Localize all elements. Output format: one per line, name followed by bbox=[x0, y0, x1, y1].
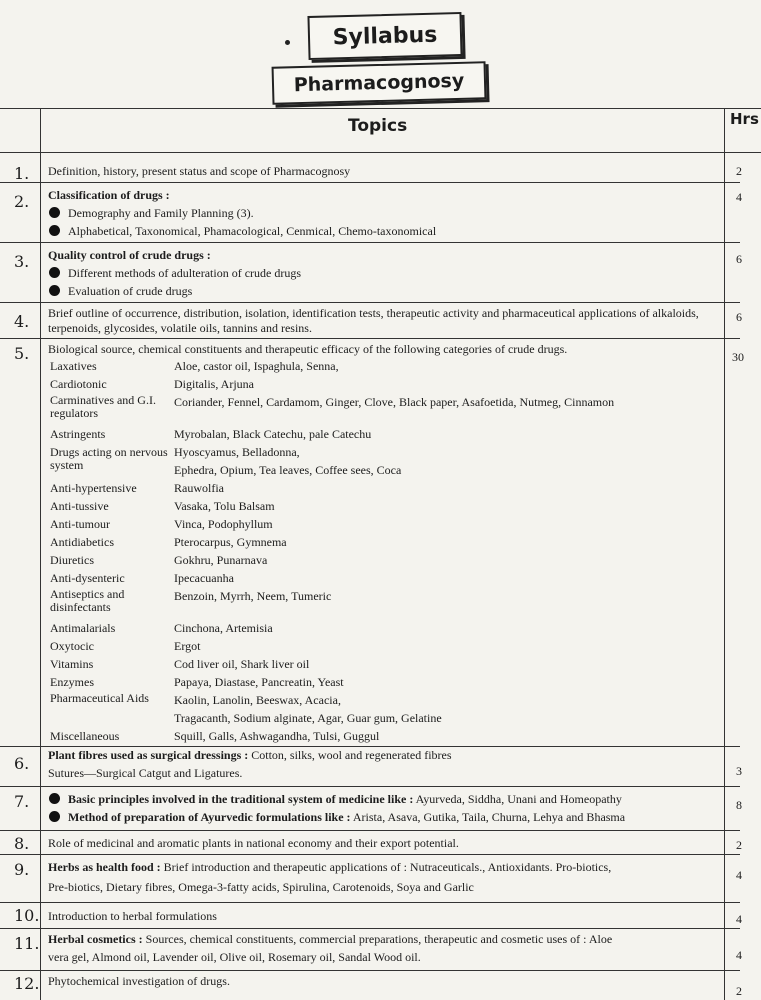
row-number: 7. bbox=[14, 792, 30, 811]
category-drugs: Rauwolfia bbox=[174, 481, 224, 495]
category-name: Oxytocic bbox=[50, 639, 94, 653]
row-hours: 4 bbox=[736, 948, 742, 962]
category-name: Cardiotonic bbox=[50, 377, 107, 391]
category-name: Laxatives bbox=[50, 359, 97, 373]
category-name: Antiseptics and disinfectants bbox=[50, 587, 125, 614]
category-drugs: Vasaka, Tolu Balsam bbox=[174, 499, 275, 513]
row-topic-line2: Pre-biotics, Dietary fibres, Omega-3-fatty acids, Spirulina, Carotenoids, Soya and Garlic bbox=[48, 880, 474, 894]
row-divider bbox=[0, 108, 761, 109]
row-hours: 4 bbox=[736, 868, 742, 882]
row-topic: Phytochemical investigation of drugs. bbox=[48, 974, 230, 988]
category-drugs: Benzoin, Myrrh, Neem, Tumeric bbox=[174, 589, 332, 603]
syllabus-title: Syllabus bbox=[307, 12, 462, 60]
row-divider bbox=[0, 928, 740, 929]
category-drugs: Myrobalan, Black Catechu, pale Catechu bbox=[174, 427, 372, 441]
row-number: 5. bbox=[14, 344, 30, 363]
category-name: Antidiabetics bbox=[50, 535, 114, 549]
bullet-icon bbox=[49, 285, 60, 296]
row-number: 11. bbox=[14, 934, 40, 953]
row-divider bbox=[0, 242, 740, 243]
bullet-icon bbox=[49, 267, 60, 278]
row-hours: 8 bbox=[736, 798, 742, 812]
row-hours: 6 bbox=[736, 252, 742, 266]
row-number: 1. bbox=[14, 164, 30, 183]
bullet-item: Method of preparation of Ayurvedic formulations like : Arista, Asava, Gutika, Taila, Churna, Lehya and Bhasma bbox=[48, 810, 728, 825]
row-hours: 4 bbox=[736, 912, 742, 926]
category-drugs: Ephedra, Opium, Tea leaves, Coffee sees, Coca bbox=[174, 463, 402, 477]
category-drugs: Kaolin, Lanolin, Beeswax, Acacia, bbox=[174, 693, 341, 707]
category-name: Vitamins bbox=[50, 657, 94, 671]
row-hours: 6 bbox=[736, 310, 742, 324]
row-number: 12. bbox=[14, 974, 40, 993]
row-divider bbox=[0, 302, 740, 303]
row-number: 3. bbox=[14, 252, 30, 271]
category-drugs: Digitalis, Arjuna bbox=[174, 377, 254, 391]
category-name: Anti-tumour bbox=[50, 517, 110, 531]
row-divider bbox=[0, 746, 740, 747]
bullet-item: Evaluation of crude drugs bbox=[48, 284, 728, 299]
category-drugs: Ipecacuanha bbox=[174, 571, 234, 585]
topics-header: Topics bbox=[348, 116, 408, 136]
row-topic: Introduction to herbal formulations bbox=[48, 909, 217, 923]
row-number: 10. bbox=[14, 906, 40, 925]
row-number: 4. bbox=[14, 312, 30, 331]
ink-dot bbox=[285, 40, 290, 45]
bullet-icon bbox=[49, 207, 60, 218]
category-name: Anti-dysenteric bbox=[50, 571, 125, 585]
category-drugs: Tragacanth, Sodium alginate, Agar, Guar gum, Gelatine bbox=[174, 711, 442, 725]
row-number: 9. bbox=[14, 860, 30, 879]
row-topic: Herbal cosmetics : Sources, chemical constituents, commercial preparations, therapeutic and cosmetic uses of : Aloe bbox=[48, 932, 613, 946]
row-divider bbox=[0, 182, 740, 183]
category-name: Miscellaneous bbox=[50, 729, 120, 743]
row-hours: 30 bbox=[732, 350, 744, 364]
row-divider bbox=[0, 786, 740, 787]
category-name: Pharmaceutical Aids bbox=[50, 691, 149, 705]
bullet-item: Demography and Family Planning (3). bbox=[48, 206, 728, 221]
row-hours: 2 bbox=[736, 164, 742, 178]
category-drugs: Squill, Galls, Ashwagandha, Tulsi, Guggul bbox=[174, 729, 380, 743]
syllabus-table bbox=[0, 108, 761, 1000]
bullet-icon bbox=[49, 811, 60, 822]
row-topic: Biological source, chemical constituents and therapeutic efficacy of the following categories of crude drugs. bbox=[48, 342, 568, 356]
category-name: Anti-tussive bbox=[50, 499, 109, 513]
category-drugs: Cinchona, Artemisia bbox=[174, 621, 273, 635]
row-divider bbox=[0, 830, 740, 831]
subject-title: Pharmacognosy bbox=[272, 61, 487, 105]
category-name: Diuretics bbox=[50, 553, 94, 567]
category-drugs: Aloe, castor oil, Ispaghula, Senna, bbox=[174, 359, 339, 373]
category-name: Carminatives and G.I. regulators bbox=[50, 393, 156, 420]
row-topic: Brief outline of occurrence, distribution, isolation, identification tests, therapeutic activity and pharmaceutical applications of alkaloids, terpenoids, glycosides, volatile oils, tannins and resins. bbox=[48, 306, 699, 335]
row-number: 6. bbox=[14, 754, 30, 773]
row-topic-line2: Sutures—Surgical Catgut and Ligatures. bbox=[48, 766, 243, 780]
category-name: Enzymes bbox=[50, 675, 94, 689]
row-hours: 3 bbox=[736, 764, 742, 778]
bullet-icon bbox=[49, 225, 60, 236]
category-name: Anti-hypertensive bbox=[50, 481, 137, 495]
category-name: Antimalarials bbox=[50, 621, 116, 635]
row-heading: Quality control of crude drugs : bbox=[48, 248, 211, 262]
bullet-item: Alphabetical, Taxonomical, Phamacological, Cenmical, Chemo-taxonomical bbox=[48, 224, 728, 239]
row-divider bbox=[0, 970, 740, 971]
row-topic: Role of medicinal and aromatic plants in national economy and their export potential. bbox=[48, 836, 459, 850]
category-drugs: Cod liver oil, Shark liver oil bbox=[174, 657, 310, 671]
hrs-header: Hrs bbox=[730, 110, 759, 128]
row-divider bbox=[0, 152, 761, 153]
category-drugs: Coriander, Fennel, Cardamom, Ginger, Clove, Black paper, Asafoetida, Nutmeg, Cinnamon bbox=[174, 395, 615, 409]
bullet-item: Different methods of adulteration of crude drugs bbox=[48, 266, 728, 281]
row-hours: 4 bbox=[736, 190, 742, 204]
category-drugs: Hyoscyamus, Belladonna, bbox=[174, 445, 300, 459]
row-topic: Plant fibres used as surgical dressings : Cotton, silks, wool and regenerated fibres bbox=[48, 748, 452, 762]
category-name: Astringents bbox=[50, 427, 106, 441]
row-heading: Classification of drugs : bbox=[48, 188, 170, 202]
row-divider bbox=[0, 338, 740, 339]
category-name: Drugs acting on nervous system bbox=[50, 445, 168, 472]
row-hours: 2 bbox=[736, 838, 742, 852]
row-hours: 2 bbox=[736, 984, 742, 998]
category-drugs: Papaya, Diastase, Pancreatin, Yeast bbox=[174, 675, 344, 689]
bullet-icon bbox=[49, 793, 60, 804]
category-drugs: Pterocarpus, Gymnema bbox=[174, 535, 287, 549]
category-drugs: Gokhru, Punarnava bbox=[174, 553, 268, 567]
row-topic-line2: vera gel, Almond oil, Lavender oil, Olive oil, Rosemary oil, Sandal Wood oil. bbox=[48, 950, 421, 964]
row-topic: Herbs as health food : Brief introduction and therapeutic applications of : Nutraceuticals., Antioxidants. Pro-biotics, bbox=[48, 860, 612, 874]
row-number: 2. bbox=[14, 192, 30, 211]
row-number: 8. bbox=[14, 834, 30, 853]
row-divider bbox=[0, 854, 740, 855]
category-drugs: Vinca, Podophyllum bbox=[174, 517, 273, 531]
category-drugs: Ergot bbox=[174, 639, 201, 653]
bullet-item: Basic principles involved in the traditional system of medicine like : Ayurveda, Siddha, Unani and Homeopathy bbox=[48, 792, 728, 807]
row-divider bbox=[0, 902, 740, 903]
row-topic: Definition, history, present status and scope of Pharmacognosy bbox=[48, 164, 351, 178]
